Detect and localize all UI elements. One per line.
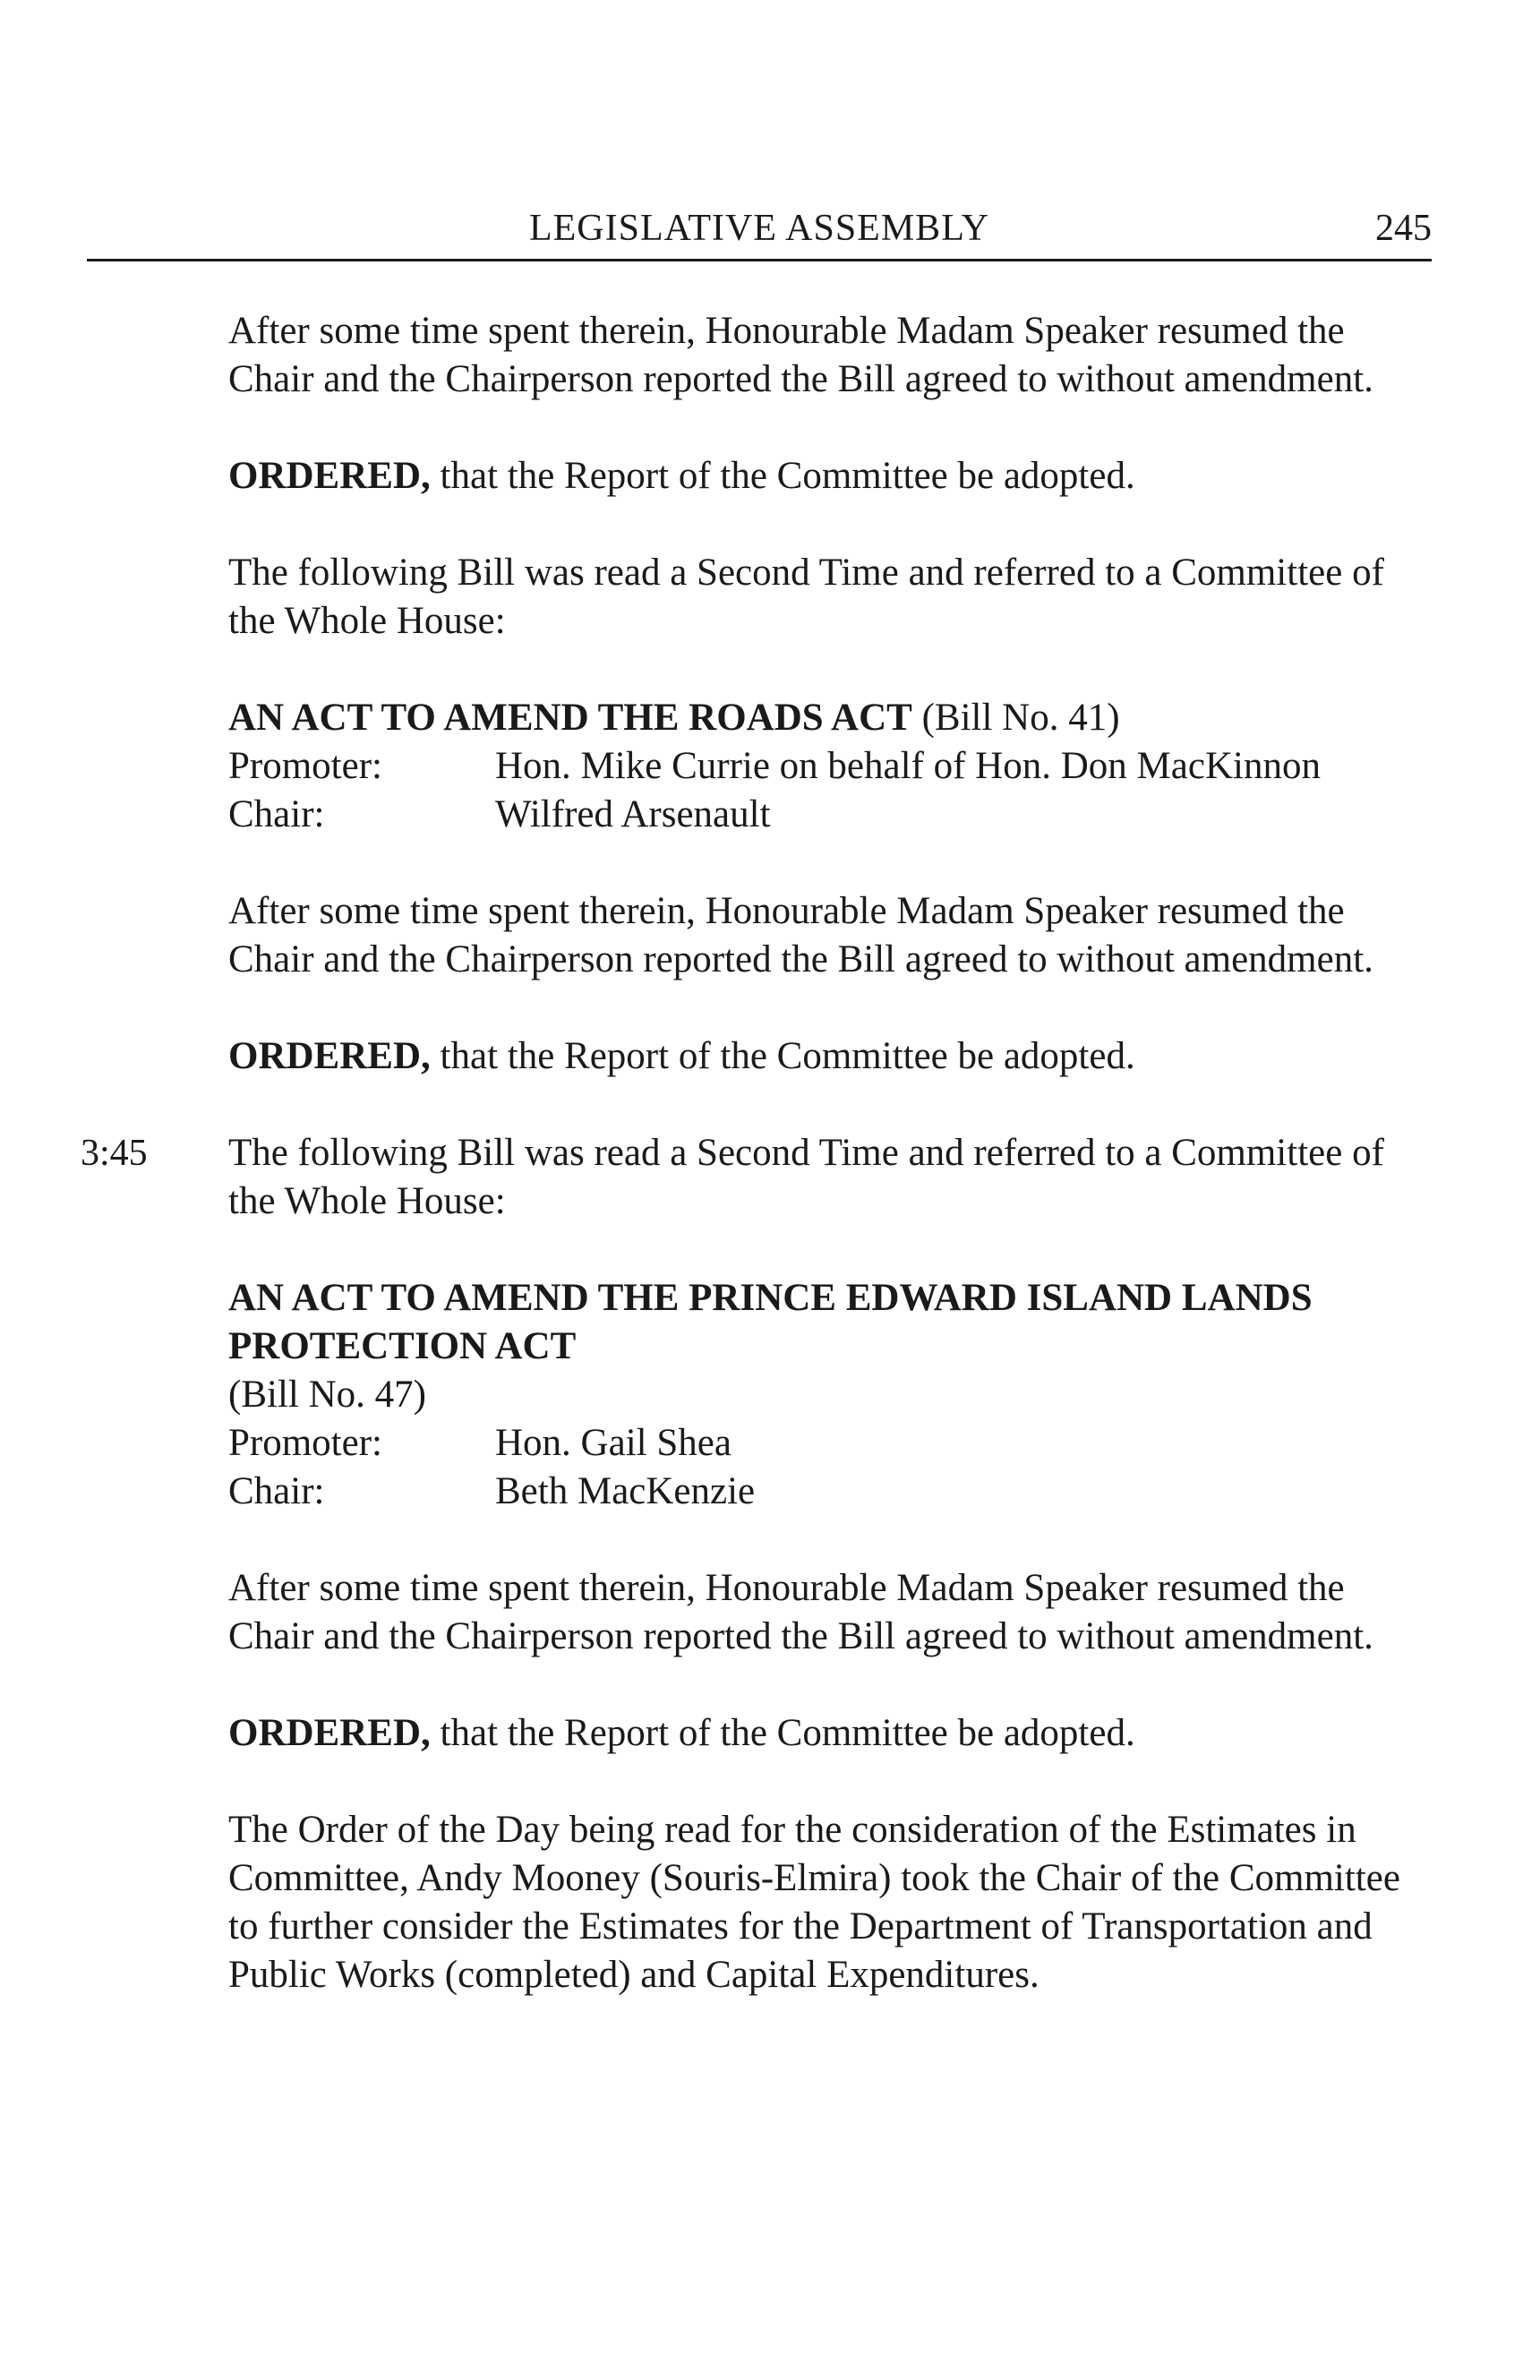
page-number: 245 [1375,208,1432,249]
ordered-text: that the Report of the Committee be adopted. [430,1712,1135,1754]
paragraph-line: Chair and the Chairperson reported the Bill agreed to without amendment. [228,358,1373,400]
chair-label: Chair: [228,793,325,835]
paragraph-line: Chair and the Chairperson reported the Bill agreed to without amendment. [228,938,1373,980]
committee-report-paragraph-2 [228,887,1437,984]
paragraph-line: The following Bill was read a Second Time and referred to a Committee of [228,552,1384,594]
paragraph-line: The Order of the Day being read for the consideration of the Estimates in [228,1809,1356,1851]
second-reading-paragraph-1 [228,549,1437,646]
second-reading-paragraph-2 [228,1129,1437,1226]
paragraph-line: to further consider the Estimates for the Department of Transportation and [228,1905,1373,1948]
bill-47-chair-row [228,1468,755,1516]
committee-report-paragraph-3 [228,1564,1437,1661]
paragraph-line: the Whole House: [228,600,506,642]
paragraph-line: Public Works (completed) and Capital Expenditures. [228,1954,1040,1996]
chair-label: Chair: [228,1470,325,1512]
bill-number: (Bill No. 47) [228,1374,426,1416]
bill-title-line: PROTECTION ACT [228,1325,577,1367]
bill-41-promoter-row [228,742,1321,791]
bill-47-promoter-row [228,1419,732,1468]
paragraph-line: Committee, Andy Mooney (Souris-Elmira) took the Chair of the Committee [228,1857,1400,1899]
ordered-text: that the Report of the Committee be adopted. [430,1035,1135,1077]
promoter-label: Promoter: [228,745,382,787]
ordered-label: ORDERED, [228,1712,431,1754]
ordered-statement-1 [228,452,1437,501]
page-header [87,201,1432,261]
ordered-text: that the Report of the Committee be adopted. [430,455,1135,497]
paragraph-line: After some time spent therein, Honourable Madam Speaker resumed the [228,1567,1345,1609]
paragraph-line: The following Bill was read a Second Time and referred to a Committee of [228,1132,1384,1174]
paragraph-line: After some time spent therein, Honourable Madam Speaker resumed the [228,890,1345,932]
paragraph-line: the Whole House: [228,1180,506,1222]
chair-value: Beth MacKenzie [495,1470,756,1512]
bill-title: AN ACT TO AMEND THE ROADS ACT [228,697,912,739]
bill-47-heading [228,1274,1437,1419]
running-title: LEGISLATIVE ASSEMBLY [529,208,989,249]
promoter-value: Hon. Mike Currie on behalf of Hon. Don MacKinnon [495,745,1321,787]
paragraph-line: After some time spent therein, Honourable Madam Speaker resumed the [228,310,1345,352]
bill-41-heading [228,694,1437,742]
ordered-statement-2 [228,1032,1437,1081]
bill-title-line: AN ACT TO AMEND THE PRINCE EDWARD ISLAND LANDS [228,1277,1313,1319]
estimates-paragraph [228,1806,1437,1999]
promoter-label: Promoter: [228,1422,382,1464]
ordered-label: ORDERED, [228,455,431,497]
bill-41-chair-row [228,791,771,839]
committee-report-paragraph-1 [228,307,1437,404]
paragraph-line: Chair and the Chairperson reported the Bill agreed to without amendment. [228,1615,1373,1657]
ordered-statement-3 [228,1709,1437,1758]
bill-number: (Bill No. 41) [911,697,1120,739]
chair-value: Wilfred Arsenault [495,793,771,835]
ordered-label: ORDERED, [228,1035,431,1077]
time-marker: 3:45 [81,1133,148,1174]
promoter-value: Hon. Gail Shea [495,1422,732,1464]
